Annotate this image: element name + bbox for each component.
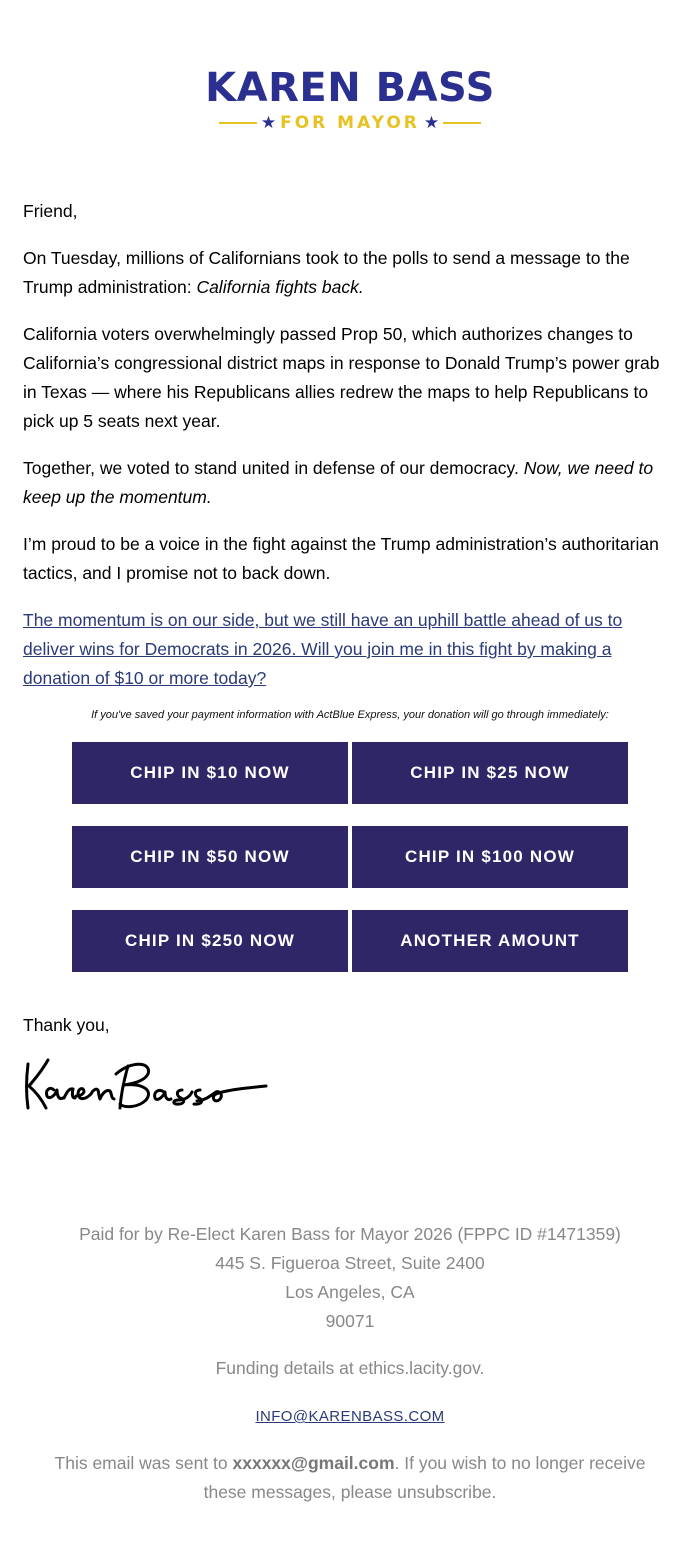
star-icon: ★	[260, 113, 277, 133]
address-line-1: 445 S. Figueroa Street, Suite 2400	[215, 1253, 485, 1273]
zip-code: 90071	[325, 1311, 375, 1331]
paid-for-disclaimer: Paid for by Re-Elect Karen Bass for Mayor 2026 (FPPC ID #1471359)	[79, 1224, 621, 1244]
spacer	[0, 1383, 700, 1401]
address-line-2: Los Angeles, CA	[285, 1282, 415, 1302]
unsubscribe-text[interactable]: . If you wish to no longer receive these messages, please unsubscribe.	[203, 1453, 646, 1502]
donation-button-grid	[72, 742, 628, 994]
contact-email-link[interactable]: INFO@KARENBASS.COM	[255, 1408, 445, 1425]
signature-image	[20, 1052, 270, 1117]
paragraph-1-emphasis: California fights back.	[196, 277, 364, 297]
logo-rule-right	[443, 122, 481, 124]
button-row	[72, 826, 628, 888]
unsubscribe-notice	[0, 1449, 700, 1507]
paragraph-3	[23, 454, 677, 512]
button-row	[72, 910, 628, 972]
star-icon: ★	[423, 113, 440, 133]
spacer	[0, 1431, 700, 1449]
chip-in-25-button[interactable]: CHIP IN $25 NOW	[352, 742, 628, 804]
logo-name: KAREN BASS	[205, 65, 495, 111]
sent-to-text: This email was sent to	[54, 1453, 233, 1473]
chip-in-250-button[interactable]: CHIP IN $250 NOW	[72, 910, 348, 972]
paragraph-1-text: On Tuesday, millions of Californians took to the polls to send a message to the Trump administration:	[23, 248, 630, 297]
contact-row	[0, 1401, 700, 1431]
paragraph-2: California voters overwhelmingly passed Prop 50, which authorizes changes to California’s congressional district maps in response to Donald Trump’s power grab in Texas — where his Republicans allies redrew the maps to help Republicans to pick up 5 seats next year.	[23, 324, 660, 431]
chip-in-10-button[interactable]: CHIP IN $10 NOW	[72, 742, 348, 804]
logo-subtitle: FOR MAYOR	[280, 113, 420, 133]
chip-in-100-button[interactable]: CHIP IN $100 NOW	[352, 826, 628, 888]
paragraph-3-emphasis: Now, we need to keep up the momentum.	[23, 458, 654, 507]
donation-cta-link[interactable]: The momentum is on our side, but we still have an uphill battle ahead of us to deliver wins for Democrats in 2026. Will you join me in this fight by making a donation of $10 or more today?	[23, 610, 623, 688]
actblue-note: If you've saved your payment information with ActBlue Express, your donation will go through immediately:	[91, 709, 609, 721]
greeting: Friend,	[23, 201, 78, 221]
another-amount-button[interactable]: ANOTHER AMOUNT	[352, 910, 628, 972]
email-footer	[0, 1220, 700, 1507]
spacer	[0, 1336, 700, 1354]
recipient-email: xxxxxx@gmail.com	[232, 1453, 395, 1473]
funding-details: Funding details at ethics.lacity.gov.	[215, 1358, 485, 1378]
chip-in-50-button[interactable]: CHIP IN $50 NOW	[72, 826, 348, 888]
paragraph-3-text: Together, we voted to stand united in defense of our democracy.	[23, 458, 524, 478]
closing: Thank you,	[23, 1015, 110, 1035]
paragraph-1	[23, 244, 677, 302]
logo-rule-left	[219, 122, 257, 124]
paragraph-4: I’m proud to be a voice in the fight against the Trump administration’s authoritarian tactics, and I promise not to back down.	[23, 534, 659, 583]
button-row	[72, 742, 628, 804]
campaign-logo	[0, 66, 700, 134]
message-content	[23, 197, 677, 711]
logo-subtitle-row	[0, 112, 700, 134]
